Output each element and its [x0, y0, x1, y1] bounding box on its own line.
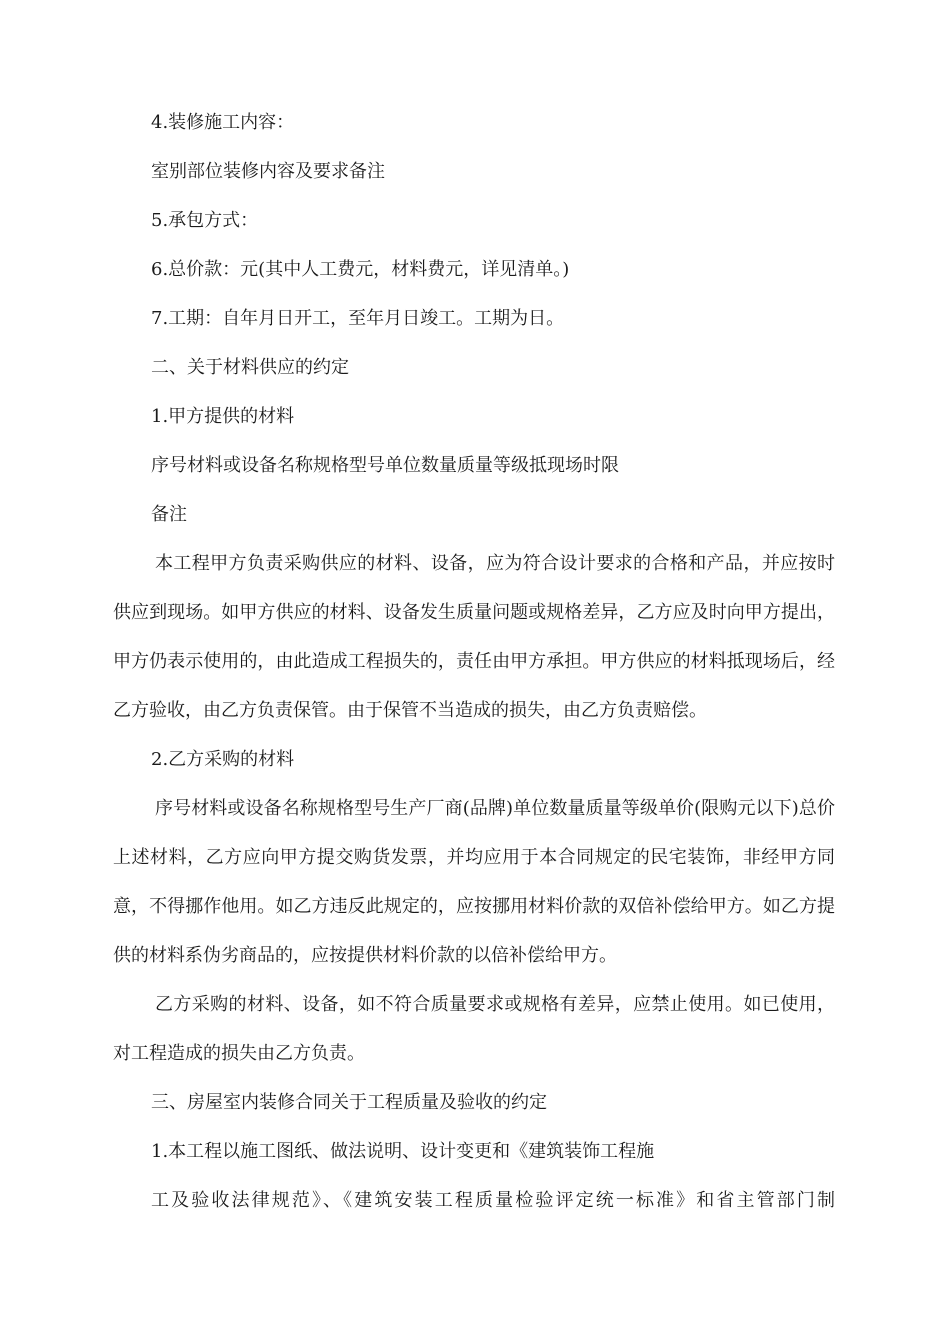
paragraph-party-a-table-headers: 序号材料或设备名称规格型号单位数量质量等级抵现场时限: [151, 455, 619, 476]
paragraph-contract-method: 5.承包方式：: [151, 210, 259, 231]
section-heading-quality-acceptance: 三、房屋室内装修合同关于工程质量及验收的约定: [151, 1092, 547, 1113]
paragraph-standards-line-1: 1.本工程以施工图纸、做法说明、设计变更和《建筑装饰工程施: [151, 1141, 655, 1162]
paragraph-room-items: 室别部位装修内容及要求备注: [151, 161, 385, 182]
paragraph-remarks: 备注: [151, 504, 187, 525]
paragraph-standards-line-2: 工及验收法律规范》、《建筑安装工程质量检验评定统一标准》和省主管部门制: [151, 1190, 835, 1211]
paragraph-party-b-table-and-terms: 序号材料或设备名称规格型号生产厂商(品牌)单位数量质量等级单价(限购元以下)总价上述材料，乙方应向甲方提交购货发票，并均应用于本合同规定的民宅装饰，非经甲方同意，不得挪作他用。如乙方违反此规定的，应按挪用材料价款的双倍补偿给甲方。如乙方提供的材料系伪劣商品的，应按提供材料价款的以倍补偿给甲方。: [113, 798, 835, 966]
paragraph-party-a-materials: 1.甲方提供的材料: [151, 406, 295, 427]
section-heading-material-supply: 二、关于材料供应的约定: [151, 357, 349, 378]
paragraph-party-a-responsibility: 本工程甲方负责采购供应的材料、设备，应为符合设计要求的合格和产品，并应按时供应到现场。如甲方供应的材料、设备发生质量问题或规格差异，乙方应及时向甲方提出，甲方仍表示使用的，由此造成工程损失的，责任由甲方承担。甲方供应的材料抵现场后，经乙方验收，由乙方负责保管。由于保管不当造成的损失，由乙方负责赔偿。: [113, 553, 835, 721]
paragraph-party-b-quality: 乙方采购的材料、设备，如不符合质量要求或规格有差异，应禁止使用。如已使用，对工程造成的损失由乙方负责。: [113, 994, 835, 1064]
paragraph-total-price: 6.总价款：元(其中人工费元，材料费元，详见清单。): [151, 259, 570, 280]
paragraph-duration: 7.工期：自年月日开工，至年月日竣工。工期为日。: [151, 308, 565, 329]
paragraph-party-b-materials: 2.乙方采购的材料: [151, 749, 295, 770]
paragraph-construction-content: 4.装修施工内容：: [151, 112, 295, 133]
document-body: [113, 98, 835, 1225]
